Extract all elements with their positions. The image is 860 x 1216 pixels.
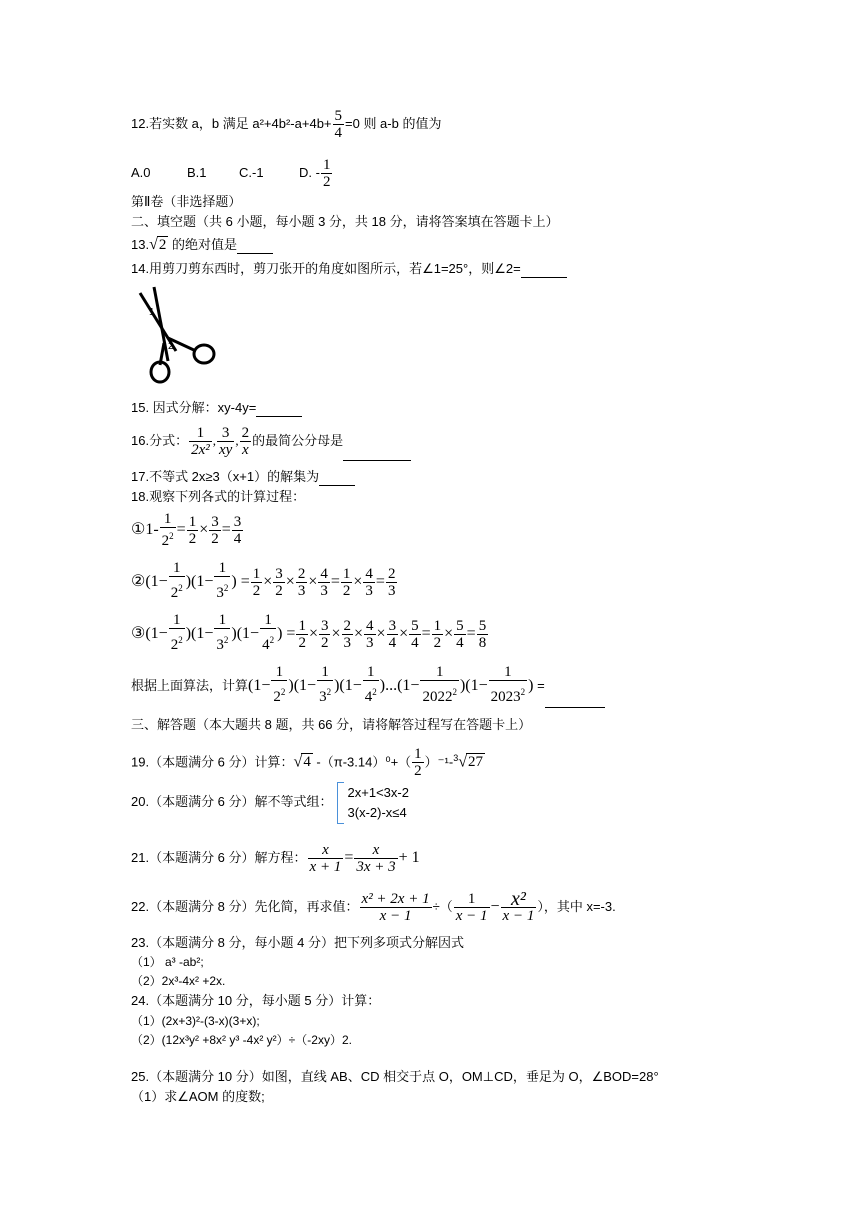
frac bbox=[209, 514, 221, 547]
frac-den: x bbox=[241, 442, 249, 459]
frac bbox=[214, 560, 230, 604]
frac-den: 2 bbox=[188, 530, 197, 547]
frac-num: 1 bbox=[169, 560, 185, 577]
q14 bbox=[131, 260, 567, 278]
option-b: B.1 bbox=[187, 164, 207, 180]
frac-num: 5 bbox=[334, 108, 343, 124]
q21 bbox=[131, 838, 420, 878]
q16-fraction-3 bbox=[240, 425, 252, 458]
frac-den: $3^2$ bbox=[216, 583, 229, 602]
q16: 16.分式： $\frac{1}{\text{2x²}}$ , $\frac{3}{xy}$ , $\frac{2}{x}$ 的最简公分母是 bbox=[131, 421, 411, 461]
frac-num: x bbox=[308, 842, 344, 859]
frac-num: 2 bbox=[387, 565, 396, 582]
frac-den: 4 bbox=[334, 125, 343, 141]
q19-after: ）⁻¹- bbox=[424, 754, 454, 770]
q24-title: 24.（本题满分 10 分，每小题 5 分）计算： bbox=[131, 993, 381, 1008]
q21-prefix: 21.（本题满分 6 分）解方程： bbox=[131, 850, 307, 865]
angle-label-2: 2 bbox=[168, 341, 174, 352]
frac-num: 1 bbox=[160, 511, 176, 528]
frac-num: 1 bbox=[322, 157, 331, 173]
frac-den: $2^2$ bbox=[273, 687, 286, 706]
frac-num: 3 bbox=[211, 513, 219, 530]
frac-num: 3 bbox=[233, 513, 242, 530]
scissors-ring-right bbox=[194, 345, 214, 363]
frac-num: 1 bbox=[317, 664, 333, 681]
q13-text: 的绝对值是 bbox=[171, 237, 237, 252]
frac-den: 2 bbox=[275, 582, 283, 599]
frac-den: $4^2$ bbox=[364, 687, 377, 706]
frac-den: 2023$^2$ bbox=[490, 687, 526, 706]
frac-den: 2 bbox=[342, 582, 351, 599]
frac-num: 4 bbox=[320, 565, 328, 582]
equals: = bbox=[344, 849, 354, 866]
frac-num: 1 bbox=[189, 425, 212, 442]
frac-num: 3 bbox=[217, 425, 234, 442]
frac-den: $4^2$ bbox=[262, 635, 275, 654]
q15-text: 15. 因式分解：xy-4y= bbox=[131, 400, 257, 415]
q18b-prefix: 根据上面算法，计算 bbox=[131, 678, 249, 693]
frac-num: 2 bbox=[343, 617, 351, 634]
q16-prefix: 16.分式： bbox=[131, 433, 189, 448]
frac-num: 5 bbox=[411, 617, 419, 634]
answer-blank bbox=[256, 404, 302, 417]
q25-part1: （1）求∠AOM 的度数; bbox=[131, 1089, 265, 1104]
eq3-mark: ③ bbox=[131, 625, 146, 642]
q24-part1: （1）(2x+3)²-(3-x)(3+x); bbox=[131, 1014, 260, 1028]
scissors-blade-2 bbox=[154, 287, 168, 361]
option-d-prefix: D. - bbox=[299, 164, 320, 180]
sqrt-sign: √ bbox=[149, 236, 158, 253]
frac-num: x² + 2x + 1 bbox=[361, 891, 430, 908]
answer-blank bbox=[343, 448, 411, 461]
frac-num: 2 bbox=[297, 565, 306, 582]
frac-den: 4 bbox=[456, 634, 464, 651]
q12-text-a: 12.若实数 a，b 满足 a²+4b²-a+4b+ bbox=[131, 115, 332, 131]
q20 bbox=[131, 780, 409, 824]
frac-den: 4 bbox=[233, 530, 242, 547]
q23-title: 23.（本题满分 8 分，每小题 4 分）把下列多项式分解因式 bbox=[131, 935, 464, 950]
answer-blank bbox=[545, 693, 605, 708]
frac-den: 4 bbox=[411, 634, 419, 651]
q14-text: 14.用剪刀剪东西时，剪刀张开的角度如图所示，若∠1=25°，则∠2= bbox=[131, 261, 521, 276]
frac bbox=[420, 664, 459, 708]
frac bbox=[363, 566, 375, 599]
option-a: A.0 bbox=[131, 164, 151, 180]
frac bbox=[169, 560, 185, 604]
frac bbox=[387, 618, 399, 651]
frac-num: 4 bbox=[366, 617, 374, 634]
frac-den: 3x + 3 bbox=[356, 859, 396, 876]
q19 bbox=[131, 738, 485, 782]
q22-fraction-a bbox=[360, 891, 432, 924]
eq2-mark: ② bbox=[131, 573, 146, 590]
frac bbox=[214, 612, 230, 656]
sqrt-radicand: 27 bbox=[468, 754, 483, 771]
frac-den: 2 bbox=[414, 763, 422, 780]
frac-den: 2 bbox=[252, 582, 261, 599]
q24-part2: （2）(12x³y² +8x² y³ -4x² y²）÷（-2xy）2. bbox=[131, 1033, 352, 1047]
inequality-1: 2x+1<3x-2 bbox=[347, 784, 409, 800]
q16-fraction-2 bbox=[217, 425, 234, 458]
frac bbox=[341, 566, 353, 599]
q20-prefix: 20.（本题满分 6 分）解不等式组： bbox=[131, 794, 333, 809]
frac bbox=[318, 566, 330, 599]
frac bbox=[296, 566, 308, 599]
angle-label-1: 1 bbox=[149, 307, 155, 318]
frac-num: 1 bbox=[188, 513, 197, 530]
frac-den: 2 bbox=[298, 634, 306, 651]
equation-2: ②(1− $\frac{1}{2^2}$ )(1− $\frac{1}{3^2}$ ) = $\frac{1}{2}$ × $\frac{3}{2}$ × $\frac{2}{3}$ × $\frac{4}{3}$ = $\frac{1}{2}$ × $\frac{4}{3}$ = $\frac{2}{3}$ bbox=[131, 560, 398, 604]
frac-den: 3 bbox=[343, 634, 351, 651]
frac-num: x bbox=[354, 842, 397, 859]
frac-den: 3 bbox=[320, 582, 328, 599]
frac-num: 1 bbox=[363, 664, 379, 681]
sqrt-sign: √ bbox=[293, 753, 303, 771]
frac-num: 1 bbox=[489, 664, 528, 681]
cube-root-index: 3 bbox=[453, 753, 459, 763]
q13 bbox=[131, 236, 273, 254]
frac-den: x + 1 bbox=[309, 859, 342, 876]
q21-fraction-right bbox=[354, 842, 397, 875]
option-d-fraction bbox=[321, 157, 333, 190]
inequality-system bbox=[348, 783, 409, 823]
frac bbox=[169, 612, 185, 656]
frac bbox=[296, 618, 308, 651]
frac-den: $2^2$ bbox=[170, 583, 183, 602]
minus: − bbox=[490, 898, 500, 915]
q15 bbox=[131, 399, 302, 417]
frac bbox=[364, 618, 376, 651]
frac-den: 3 bbox=[387, 582, 396, 599]
frac-num: 5 bbox=[478, 617, 487, 634]
frac-num: 1 bbox=[214, 612, 230, 629]
frac bbox=[317, 664, 333, 708]
frac bbox=[187, 514, 199, 547]
frac-den: 3 bbox=[297, 582, 306, 599]
frac-num: 3 bbox=[275, 565, 283, 582]
inequality-2: 3(x-2)-x≤4 bbox=[347, 804, 407, 820]
q23-part1: （1） a³ -ab²; bbox=[131, 955, 204, 969]
frac bbox=[489, 664, 528, 708]
q19-prefix: 19.（本题满分 6 分）计算： bbox=[131, 754, 294, 770]
frac-num: 1 bbox=[252, 565, 261, 582]
frac bbox=[386, 566, 398, 599]
q22 bbox=[131, 884, 616, 930]
frac-num: 1 bbox=[454, 891, 490, 908]
frac-den: 2 bbox=[211, 530, 219, 547]
q18-question: 根据上面算法，计算(1− $\frac{1}{2^2}$ )(1− $\frac{1}{3^2}$ )(1− $\frac{1}{4^2}$ )...(1− $\frac{1}{2022^2}$ )(1− $\frac{1}{2023^2}$ ) = bbox=[131, 664, 605, 708]
q22-fraction-c bbox=[501, 888, 537, 925]
q21-fraction-left bbox=[308, 842, 344, 875]
eq1-mark: ①1- bbox=[131, 521, 159, 538]
part2-title: 第Ⅱ卷（非选择题） bbox=[131, 194, 242, 209]
frac-num: 1 bbox=[169, 612, 185, 629]
frac-den: 8 bbox=[478, 634, 487, 651]
scissors-figure bbox=[134, 283, 224, 393]
frac bbox=[271, 664, 287, 708]
frac bbox=[363, 664, 379, 708]
frac-den: x − 1 bbox=[455, 908, 488, 925]
frac-den: $2^2$ bbox=[161, 531, 174, 550]
frac-num: 1 bbox=[420, 664, 459, 681]
frac-den: 4 bbox=[388, 634, 397, 651]
frac bbox=[409, 618, 421, 651]
section2-title: 二、填空题（共 6 小题，每小题 3 分，共 18 分，请将答案填在答题卡上） bbox=[131, 214, 559, 229]
sqrt-radicand: 2 bbox=[158, 237, 167, 253]
frac bbox=[477, 618, 489, 651]
equation-1: ①1- $\frac{1}{2^2}$ = $\frac{1}{2}$ × $\frac{3}{2}$ = $\frac{3}{4}$ bbox=[131, 511, 242, 550]
q23-part2: （2）2x³-4x² +2x. bbox=[131, 974, 226, 988]
frac-num: 3 bbox=[320, 617, 329, 634]
frac-den: xy bbox=[218, 442, 233, 459]
frac bbox=[232, 514, 244, 547]
frac-den: 3 bbox=[365, 582, 373, 599]
frac-den: 2x² bbox=[191, 442, 210, 459]
q12-text-b: =0 则 a-b 的值为 bbox=[345, 115, 442, 131]
frac bbox=[342, 618, 354, 651]
q18b-suffix: = bbox=[537, 678, 545, 693]
frac bbox=[319, 618, 331, 651]
frac-num: 5 bbox=[456, 617, 464, 634]
frac-num: 1 bbox=[260, 612, 276, 629]
answer-blank bbox=[237, 241, 273, 254]
frac-num: 1 bbox=[214, 560, 230, 577]
q12-options bbox=[131, 157, 333, 190]
q21-tail: + 1 bbox=[398, 849, 420, 866]
frac-num: 2 bbox=[241, 425, 250, 442]
sqrt-sign: √ bbox=[458, 753, 467, 771]
frac bbox=[273, 566, 285, 599]
frac bbox=[432, 618, 444, 651]
frac-num: 1 bbox=[298, 617, 306, 634]
q25-title: 25.（本题满分 10 分）如图，直线 AB、CD 相交于点 O，OM⊥CD，垂足为 O，∠BOD=28° bbox=[131, 1069, 659, 1084]
brace-icon bbox=[337, 782, 344, 824]
frac-den: 3 bbox=[366, 634, 374, 651]
q17-text: 17.不等式 2x≥3（x+1）的解集为 bbox=[131, 469, 320, 484]
q12-stem bbox=[131, 108, 441, 141]
q22-fraction-b bbox=[454, 891, 490, 924]
frac-den: $3^2$ bbox=[319, 687, 332, 706]
q13-number: 13. bbox=[131, 237, 150, 252]
q22-prefix: 22.（本题满分 8 分）先化简，再求值： bbox=[131, 899, 359, 914]
option-c: C.-1 bbox=[239, 164, 264, 180]
sqrt-radicand: 4 bbox=[303, 754, 311, 771]
answer-blank bbox=[521, 265, 567, 278]
equation-3: ③(1− $\frac{1}{2^2}$ )(1− $\frac{1}{3^2}$ )(1− $\frac{1}{4^2}$ ) = $\frac{1}{2}$ × $\frac{3}{2}$ × $\frac{2}{3}$ × $\frac{4}{3}$ × $\frac{3}{4}$ × $\frac{5}{4}$ = $\frac{1}{2}$ × $\frac{5}{4}$ = $\frac{5}{8}$ bbox=[131, 612, 489, 656]
q17 bbox=[131, 468, 355, 486]
frac-num: 1 bbox=[414, 746, 422, 763]
frac-den: $2^2$ bbox=[170, 635, 183, 654]
frac-den: x − 1 bbox=[502, 908, 535, 925]
frac bbox=[160, 511, 176, 549]
frac bbox=[454, 618, 466, 651]
q19-mid: -（π-3.14）⁰+（ bbox=[312, 754, 412, 770]
frac bbox=[260, 612, 276, 656]
frac-num: x² bbox=[501, 891, 537, 908]
frac-num: 4 bbox=[365, 565, 373, 582]
frac-den: 2 bbox=[320, 634, 329, 651]
frac bbox=[251, 566, 263, 599]
frac-den: $3^2$ bbox=[216, 635, 229, 654]
frac-num: 1 bbox=[271, 664, 287, 681]
q12-fraction bbox=[333, 108, 345, 141]
frac-den: 2 bbox=[433, 634, 442, 651]
q16-suffix: 的最简公分母是 bbox=[252, 433, 344, 448]
answer-blank bbox=[319, 473, 355, 486]
frac-num: 1 bbox=[342, 565, 351, 582]
q16-fraction-1 bbox=[189, 425, 212, 458]
frac-num: 1 bbox=[433, 617, 442, 634]
dots: ... bbox=[385, 677, 398, 694]
section3-title: 三、解答题（本大题共 8 题，共 66 分，请将解答过程写在答题卡上） bbox=[131, 717, 532, 732]
q19-fraction bbox=[412, 746, 424, 779]
q22-div: ÷（ bbox=[432, 899, 453, 914]
frac-den: 2 bbox=[322, 174, 331, 190]
frac-den: 2022$^2$ bbox=[422, 687, 457, 706]
frac-num: 3 bbox=[388, 617, 397, 634]
q22-suffix: ），其中 x=-3. bbox=[537, 899, 616, 914]
q18-title: 18.观察下列各式的计算过程： bbox=[131, 489, 306, 504]
frac-den: x − 1 bbox=[379, 908, 412, 925]
